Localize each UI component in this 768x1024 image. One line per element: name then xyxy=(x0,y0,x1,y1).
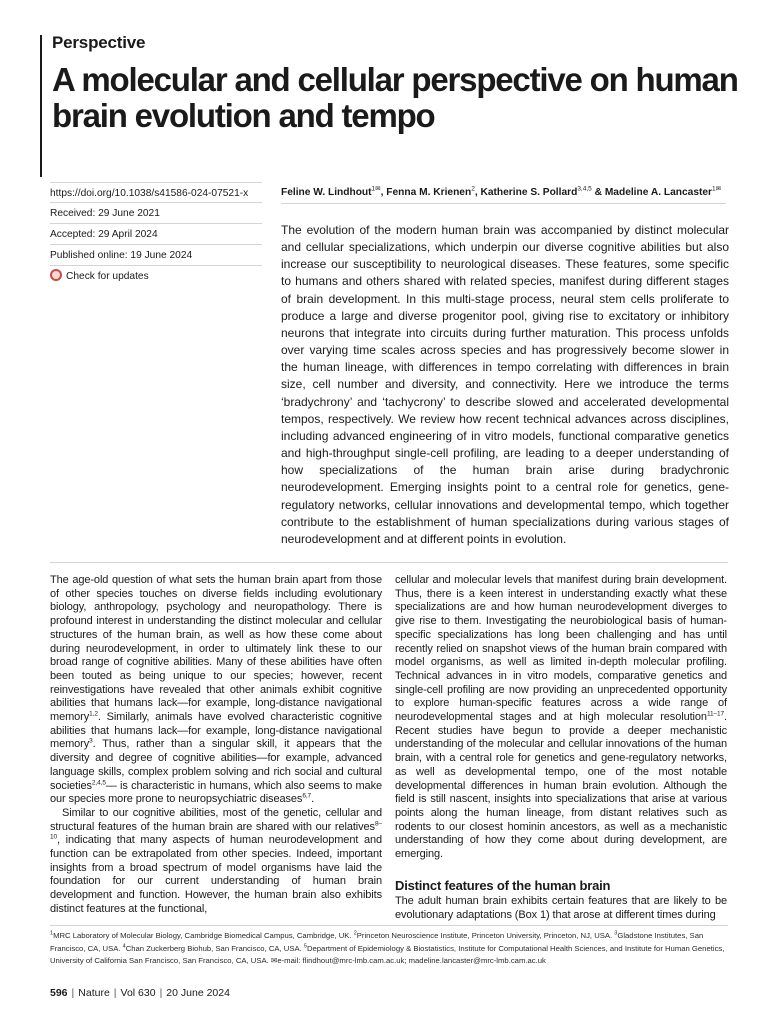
affiliation-text: Princeton Neuroscience Institute, Princeton University, Princeton, NJ, USA. xyxy=(356,931,615,940)
body-text: , indicating that many aspects of human neurodevelopment and function can be extrapolated from other species. Indeed, important insights from a broad spectrum of model organisms have laid the foundation for our current understanding of human brain development and function. However, the human brain also exhibits distinct features at the functional, xyxy=(50,834,382,915)
citation[interactable]: 3 xyxy=(89,737,93,745)
author-separator: , xyxy=(380,187,387,198)
affiliations xyxy=(50,930,728,968)
affiliation-number: 3 xyxy=(614,930,618,937)
body-text: cellular and molecular levels that manifest during brain development. Thus, there is a keen interest in understanding exactly what these specializations are and how human neurodevelopment diverges to give rise to them. Investigating the neurobiological basis of human-specific specializations has long been challenging and has until recently relied on snapshot views of the human brain compared with model organisms, as well as limited in-depth molecular profiling. Technical advances in in vitro models, comparative genetics and single-cell profiling are now providing an unprecedented opportunity to explore human-specific features across a wide range of neurodevelopmental stages and at high molecular resolution xyxy=(395,574,727,724)
check-updates-link[interactable] xyxy=(50,266,262,287)
affiliation-text: Gladstone Institutes, San Francisco, CA, USA. xyxy=(50,931,704,953)
envelope-icon: ✉ xyxy=(270,956,278,965)
affiliation-text: MRC Laboratory of Molecular Biology, Cambridge Biomedical Campus, Cambridge, UK. xyxy=(53,931,354,940)
section-divider xyxy=(50,562,728,563)
body-paragraph xyxy=(50,574,382,807)
check-updates-icon xyxy=(50,269,62,281)
page-number: 596 xyxy=(50,987,68,999)
affiliation-number: 1 xyxy=(50,930,54,937)
article-title: A molecular and cellular perspective on human brain evolution and tempo xyxy=(52,61,738,134)
author-separator: & xyxy=(591,187,605,198)
author-affiliation: 1✉ xyxy=(371,185,381,193)
doi-link[interactable]: https://doi.org/10.1038/s41586-024-07521-x xyxy=(50,182,262,203)
citation[interactable]: 6,7 xyxy=(302,792,312,800)
citation[interactable]: 1,2 xyxy=(89,710,98,718)
citation[interactable]: 11–17 xyxy=(706,710,725,718)
author-name[interactable]: Feline W. Lindhout xyxy=(281,187,372,198)
affiliation-text: Department of Epidemiology & Biostatistics, Institute for Computational Health Sciences, and Institute for Human Genetics, University of California San Francisco, San Francisco, CA, USA. xyxy=(50,943,725,965)
published-date: Published online: 19 June 2024 xyxy=(50,245,262,266)
body-text: Similar to our cognitive abilities, most of the genetic, cellular and structural features of the human brain are shared with our relatives xyxy=(50,806,382,833)
author-list xyxy=(281,182,726,204)
body-paragraph: The adult human brain exhibits certain features that are likely to be evolutionary adaptations (Box 1) that arose at different times during xyxy=(395,895,727,922)
issue-date: 20 June 2024 xyxy=(166,987,230,999)
affiliation-text: Chan Zuckerberg Biohub, San Francisco, CA, USA. xyxy=(125,943,304,953)
heading-rule xyxy=(40,35,42,177)
abstract: The evolution of the modern human brain was accompanied by distinct molecular and cellular specializations, which underpin our diverse cognitive abilities but also increase our susceptibility to neurological diseases. These features, some specific to humans and others shared with related species, manifest during different stages of brain development. In this multi-stage process, neural stem cells proliferate to produce a large and diverse progenitor pool, giving rise to excitatory or inhibitory neurons that integrate into circuits during further maturation. This process unfolds over varying time scales across species and has progressively become slower in the human lineage, with differences in tempo correlating with differences in brain size, cell number and diversity, and connectivity. Here we introduce the terms ‘bradychrony’ and ‘tachycrony’ to describe slowed and accelerated developmental tempos, respectively. We review how recent technical advances across disciplines, including advanced engineering of in vitro models, functional comparative genetics and high-throughput single-cell profiling, are leading to a deeper understanding of how specializations of the human brain arise during bradychronic neurodevelopment. Emerging insights point to a central role for genetics, gene-regulatory networks, cellular innovations and developmental tempo, which together contribute to the establishment of human specializations during various stages of neurodevelopment and at different points in evolution. xyxy=(281,223,729,546)
author-affiliation: 3,4,5 xyxy=(577,185,592,193)
author-affiliation: 1✉ xyxy=(712,185,722,193)
accepted-date: Accepted: 29 April 2024 xyxy=(50,224,262,245)
footer-separator: | xyxy=(159,987,163,999)
body-text: . Thus, rather than a singular skill, it appears that the diversity and degree of cognitive abilities—for example, advanced language skills, complex problem solving and rich social and cultural societies xyxy=(50,738,382,792)
author-name[interactable]: Fenna M. Krienen xyxy=(386,187,472,198)
affiliation-number: 4 xyxy=(122,942,126,949)
journal-volume: Vol 630 xyxy=(120,987,156,999)
body-paragraph xyxy=(395,574,727,862)
author-name[interactable]: Madeline A. Lancaster xyxy=(604,187,713,198)
contact-email[interactable]: e-mail: flindhout@mrc-lmb.cam.ac.uk; madeline.lancaster@mrc-lmb.cam.ac.uk xyxy=(277,956,546,965)
journal-name: Nature xyxy=(78,987,110,999)
received-date: Received: 29 June 2021 xyxy=(50,203,262,224)
body-text: The age-old question of what sets the human brain apart from those of other species touches on diverse fields including evolutionary biology, anthropology, psychology and neuropathology. There is profound interest in understanding the distinct molecular and cellular structures of the human brain, as well as how these come about during neurodevelopment, in order to ultimately link these to our broad range of cognitive abilities. Many of these abilities have often been touted as being unique to our species; however, recent reinvestigations have revealed that other animals exhibit cognitive abilities that humans lack—for example, long-distance navigational memory xyxy=(50,574,382,724)
article-type: Perspective xyxy=(52,33,146,52)
citation[interactable]: 2,4,5 xyxy=(91,778,106,786)
body-text: . Recent studies have begun to provide a deeper mechanistic understanding of the molecular and cellular innovations of the human brain, with a central role for genetics and gene-regulatory networks, as well as developmental tempo, one of the most notable developmental differences in human brain evolution. Although the field is still nascent, insights into specializations that arise at various points along the human lineage, from distant relatives such as rodents to our closest hominin ancestors, as well as a mechanistic understanding of how they come about during development, are emerging. xyxy=(395,711,727,861)
body-column-left xyxy=(50,574,382,917)
body-text: . Similarly, animals have evolved characteristic cognitive abilities that humans lack—for example, long-distance navigational memory xyxy=(50,711,382,751)
body-text: — is characteristic in humans, which also seems to make our species more prone to neuropsychiatric diseases xyxy=(50,779,382,806)
author-separator: , xyxy=(474,187,481,198)
article-metadata xyxy=(50,182,262,287)
footer-separator: | xyxy=(113,987,117,999)
affiliation-number: 2 xyxy=(353,930,357,937)
citation[interactable]: 8–10 xyxy=(50,820,382,841)
page-footer xyxy=(50,987,230,999)
footer-separator: | xyxy=(71,987,75,999)
section-heading: Distinct features of the human brain xyxy=(395,877,611,893)
body-column-right xyxy=(395,574,727,923)
body-paragraph xyxy=(50,807,382,917)
check-updates-label: Check for updates xyxy=(66,271,149,282)
affiliation-number: 5 xyxy=(303,942,307,949)
author-name[interactable]: Katherine S. Pollard xyxy=(480,187,578,198)
author-affiliation: 2 xyxy=(471,185,475,193)
footnote-divider xyxy=(50,925,728,926)
body-text: . xyxy=(311,793,315,806)
